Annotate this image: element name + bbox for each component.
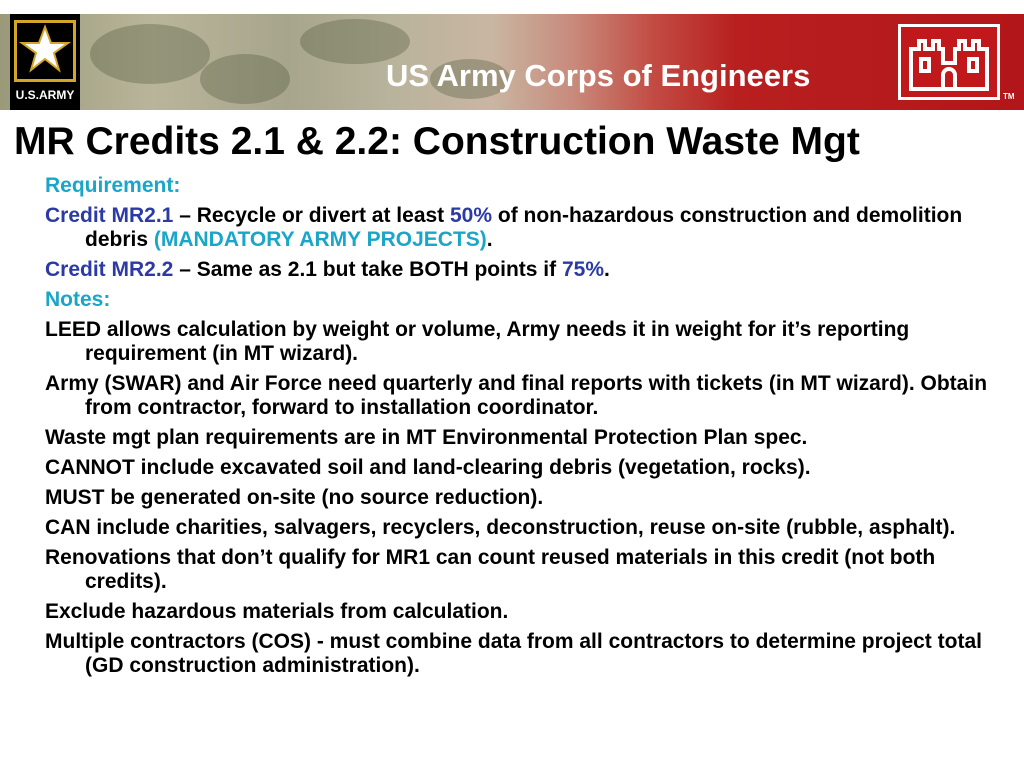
map-texture [200, 54, 290, 104]
mandatory-note: (MANDATORY ARMY PROJECTS) [153, 228, 487, 251]
castle-icon [903, 29, 995, 95]
credit-mr2-1 [45, 204, 1015, 252]
note-item: LEED allows calculation by weight or volume, Army needs it in weight for it’s reporting requirement (in MT wizard). [45, 318, 910, 365]
note-item: Army (SWAR) and Air Force need quarterly and final reports with tickets (in MT wizard). Obtain from contractor, forward to installation coordinator. [45, 372, 988, 419]
requirement-heading: Requirement: [45, 174, 181, 197]
trademark-mark: TM [1003, 92, 1015, 101]
credit-name: Credit MR2.2 [45, 258, 174, 281]
note-item: CAN include charities, salvagers, recyclers, deconstruction, reuse on-site (rubble, asphalt). [45, 516, 956, 539]
note-item: Renovations that don’t qualify for MR1 can count reused materials in this credit (not both credits). [45, 546, 936, 593]
credit-mr2-2 [45, 258, 1015, 282]
credit-end: . [486, 228, 493, 251]
header-banner [0, 14, 1024, 110]
credit-text: of non-hazardous construction and demolition debris [85, 204, 963, 251]
slide-title: MR Credits 2.1 & 2.2: Construction Waste Mgt [14, 120, 860, 163]
credit-name: Credit MR2.1 [45, 204, 174, 227]
note-item: Waste mgt plan requirements are in MT Environmental Protection Plan spec. [45, 426, 808, 449]
credit-percent: 50% [450, 204, 493, 227]
map-texture [90, 24, 210, 84]
slide-body [45, 174, 1015, 684]
org-title: US Army Corps of Engineers [386, 58, 811, 93]
credit-end: . [604, 258, 610, 281]
castle-logo [898, 24, 1000, 100]
credit-text: – Same as 2.1 but take BOTH points if [173, 258, 562, 281]
note-item: Exclude hazardous materials from calculation. [45, 600, 509, 623]
credit-text: – Recycle or divert at least [173, 204, 450, 227]
note-item: CANNOT include excavated soil and land-clearing debris (vegetation, rocks). [45, 456, 811, 479]
us-army-logo [10, 14, 80, 110]
army-logo-text: U.S.ARMY [15, 88, 75, 102]
note-item: MUST be generated on-site (no source reduction). [45, 486, 544, 509]
credit-percent: 75% [561, 258, 604, 281]
note-item: Multiple contractors (COS) - must combine data from all contractors to determine project total (GD construction administration). [45, 630, 982, 677]
army-star-icon [17, 21, 73, 77]
notes-heading: Notes: [45, 288, 111, 311]
